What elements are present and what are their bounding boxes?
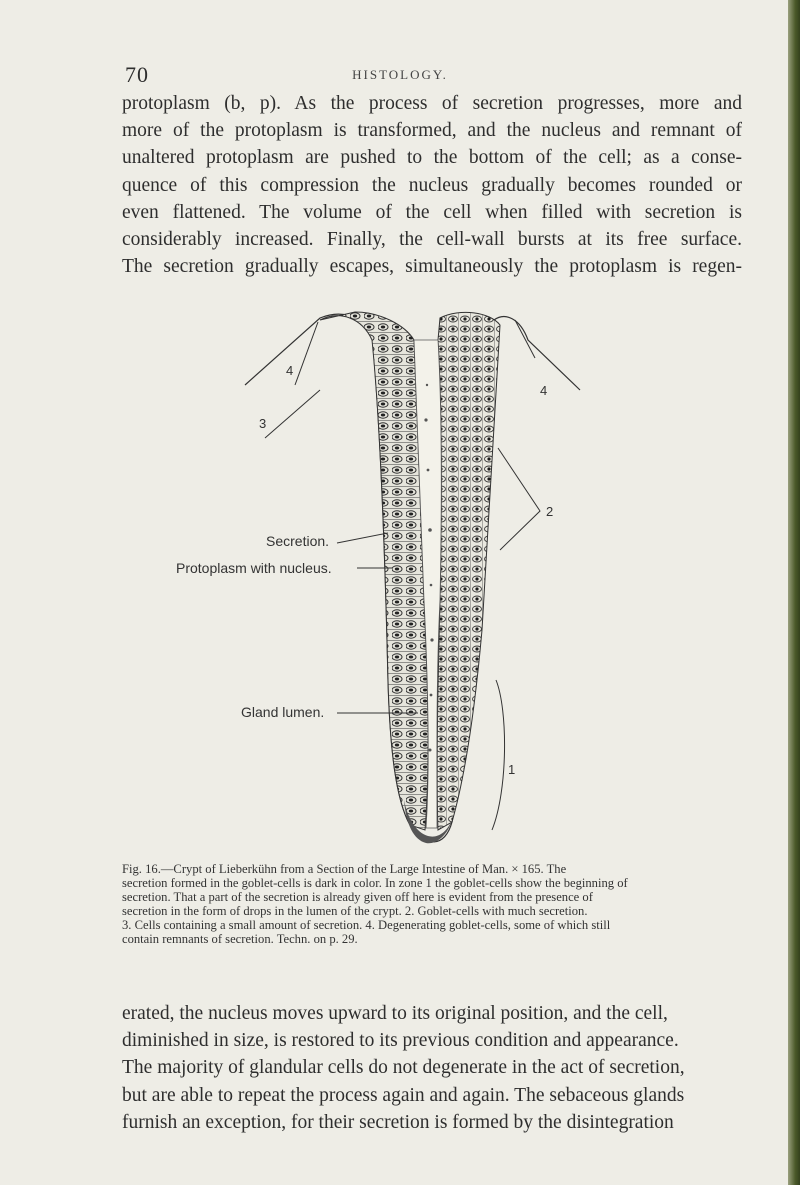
- caption-line: secretion. That a part of the secretion is already given off here is evident from the presence of: [122, 890, 593, 904]
- caption-line: Fig. 16.—Crypt of Lieberkühn from a Section of the Large Intestine of Man. × 165. The: [122, 862, 567, 876]
- body-line: furnish an exception, for their secretion is formed by the disintegration: [122, 1111, 674, 1133]
- zone-1-bracket: [492, 680, 505, 830]
- zone-1-label: 1: [508, 762, 516, 777]
- secretion-leader: [337, 533, 388, 543]
- zone-4-left-label: 4: [286, 363, 294, 378]
- caption-line: contain remnants of secretion. Techn. on p. 29.: [122, 932, 358, 946]
- running-head: HISTOLOGY.: [352, 67, 448, 82]
- body-line: protoplasm (b, p). As the process of secretion progresses, more and: [122, 93, 742, 114]
- caption-line: secretion in the form of drops in the lumen of the crypt. 2. Goblet-cells with much secretion.: [122, 904, 588, 918]
- zone-2-label: 2: [546, 504, 554, 519]
- body-line: The majority of glandular cells do not degenerate in the act of secretion,: [122, 1057, 685, 1079]
- zone-4-right-line: [515, 320, 535, 358]
- zone-3-label: 3: [259, 416, 267, 431]
- protoplasm-label: Protoplasm with nucleus.: [176, 560, 332, 576]
- body-text-top: [122, 90, 742, 280]
- caption-line: secretion formed in the goblet-cells is dark in color. In zone 1 the goblet-cells show the beginning of: [122, 876, 628, 890]
- crypt-left-epithelium: [320, 312, 428, 830]
- secretion-label: Secretion.: [266, 533, 330, 549]
- zone-2-bracket: [498, 448, 540, 550]
- body-line: but are able to repeat the process again and again. The sebaceous glands: [122, 1084, 685, 1106]
- body-line: quence of this compression the nucleus gradually becomes rounded or: [122, 174, 742, 196]
- body-line: diminished in size, is restored to its previous condition and appearance.: [122, 1030, 679, 1052]
- zone-4-left-line: [295, 322, 318, 385]
- figure-caption: [122, 862, 744, 946]
- body-line: unaltered protoplasm are pushed to the bottom of the cell; as a conse-: [122, 147, 742, 169]
- crypt-illustration-figure: [0, 300, 800, 860]
- body-line: more of the protoplasm is transformed, and the nucleus and remnant of: [122, 120, 742, 142]
- book-edge: [788, 0, 800, 1185]
- crypt-illustration: [0, 300, 800, 860]
- body-line: erated, the nucleus moves upward to its original position, and the cell,: [122, 1003, 668, 1024]
- zone-4-right-label: 4: [540, 383, 548, 398]
- crypt-right-epithelium: [437, 312, 500, 830]
- body-line: considerably increased. Finally, the cell-wall bursts at its free surface.: [122, 229, 742, 251]
- page-number: 70: [125, 62, 149, 87]
- caption-line: 3. Cells containing a small amount of secretion. 4. Degenerating goblet-cells, some of which still: [122, 918, 611, 932]
- body-line: even flattened. The volume of the cell when filled with secretion is: [122, 201, 742, 223]
- body-line: The secretion gradually escapes, simultaneously the protoplasm is regen-: [122, 256, 742, 278]
- body-text-bottom: [122, 1000, 742, 1136]
- gland-lumen-label: Gland lumen.: [241, 704, 325, 720]
- zone-3-line: [265, 390, 320, 438]
